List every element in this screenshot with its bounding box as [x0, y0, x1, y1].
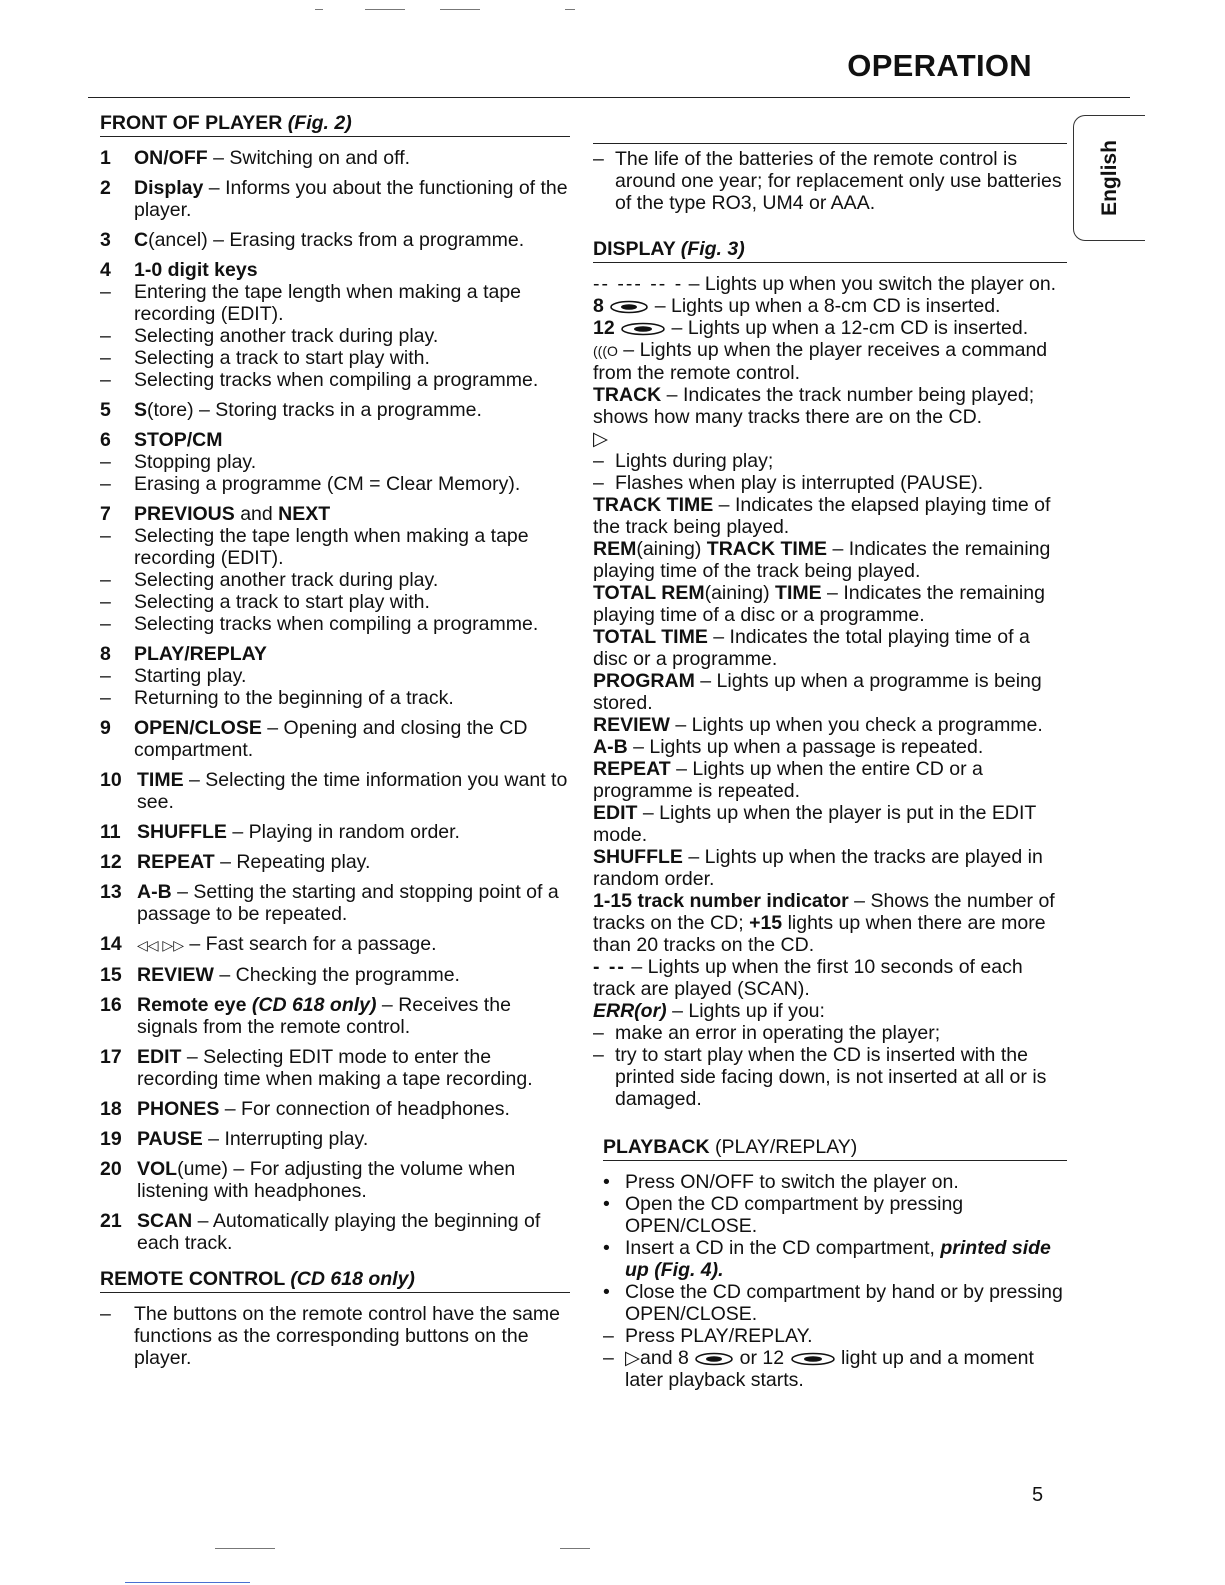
language-tab-label: English: [1097, 140, 1121, 216]
cd-12cm-icon: [620, 322, 666, 336]
list-item: 18 PHONES – For connection of headphones.: [100, 1098, 510, 1120]
list-item: 14 ◁◁ ▷▷ – Fast search for a passage.: [100, 933, 437, 955]
list-item: 3 C(ancel) – Erasing tracks from a programme.: [100, 229, 525, 251]
list-item: SHUFFLE – Lights up when the tracks are played in random order.: [593, 846, 1043, 890]
page-number: 5: [1032, 1484, 1044, 1506]
list-item: 11 SHUFFLE – Playing in random order.: [100, 821, 460, 843]
list-item: TRACK – Indicates the track number being played; shows how many tracks there are on the CD.: [593, 384, 1035, 428]
scan-edge-line: [125, 1582, 250, 1583]
list-item: 12 – Lights up when a 12-cm CD is inserted.: [593, 317, 1029, 339]
list-item: 4 1-0 digit keys – Entering the tape length when making a tape recording (EDIT). – Selecting another track during play. – Selecting a track to start play with. – Selecting tracks when compiling a programme.: [100, 259, 539, 391]
playback-heading: PLAYBACK (PLAY/REPLAY): [603, 1136, 1067, 1161]
scan-mark: [440, 9, 480, 10]
list-item: 5 S(tore) – Storing tracks in a programme.: [100, 399, 482, 421]
cd-12cm-icon: [790, 1352, 836, 1366]
list-item: TOTAL REM(aining) TIME – Indicates the remaining playing time of a disc or a programme.: [593, 582, 1045, 626]
playback-list: [603, 1171, 1067, 1391]
list-item: 1 ON/OFF – Switching on and off.: [100, 147, 411, 169]
cd-8cm-icon: [694, 1352, 734, 1366]
play-indicator-icon: ▷: [625, 1347, 640, 1369]
page-title: OPERATION: [847, 48, 1032, 83]
list-item: REM(aining) TRACK TIME – Indicates the remaining playing time of the track being played.: [593, 538, 1051, 582]
list-item: 6 STOP/CM – Stopping play. – Erasing a programme (CM = Clear Memory).: [100, 429, 521, 495]
list-item: • Close the CD compartment by hand or by pressing OPEN/CLOSE.: [603, 1281, 1063, 1325]
list-item: – The buttons on the remote control have the same functions as the corresponding buttons on the player.: [100, 1303, 561, 1369]
list-item: 1-15 track number indicator – Shows the number of tracks on the CD; +15 lights up when there are more than 20 tracks on the CD.: [593, 890, 1055, 956]
remote-control-heading: REMOTE CONTROL (CD 618 only): [100, 1268, 570, 1293]
list-item: 12 REPEAT – Repeating play.: [100, 851, 371, 873]
list-item: 8 – Lights up when a 8-cm CD is inserted.: [593, 295, 1001, 317]
list-item: -- --- -- - – Lights up when you switch the player on.: [593, 273, 1057, 295]
front-of-player-heading: FRONT OF PLAYER (Fig. 2): [100, 112, 570, 137]
list-item: 15 REVIEW – Checking the programme.: [100, 964, 460, 986]
scan-mark: [365, 9, 405, 10]
list-item: 2 Display – Informs you about the functioning of the player.: [100, 177, 568, 221]
scan-mark: [560, 1548, 590, 1549]
right-column: [593, 143, 1067, 1391]
left-column: [100, 112, 570, 1369]
list-item: (((O – Lights up when the player receives a command from the remote control.: [593, 339, 1048, 384]
list-item: 8 PLAY/REPLAY – Starting play. – Returning to the beginning of a track.: [100, 643, 454, 709]
scan-mark: [315, 9, 323, 10]
list-item: REVIEW – Lights up when you check a programme.: [593, 714, 1043, 736]
header-rule: [88, 97, 1130, 98]
list-item: - -- – Lights up when the first 10 seconds of each track are played (SCAN).: [593, 956, 1023, 1000]
list-item: • Press ON/OFF to switch the player on.: [603, 1171, 959, 1193]
display-heading: DISPLAY (Fig. 3): [593, 238, 1067, 263]
cd-8cm-icon: [609, 300, 649, 314]
display-list: -- --- -- - – Lights up when you switch the player on. 8 – Lights up when a 8-cm CD is inserted. 12 – Lights up when a 12-cm CD is inserted. (((O – Lights up when the player receives a command from the remote control. TRACK – Indicates the track number being played; shows how many tracks there are on the CD. ▷ – Lights during play; – Flashes when play is interrupted (PAUSE). TRACK TIME – Indicates the elapsed playing time of the track being played. REM(aining) TRACK TIME – Indicates the remaining playing time of the track being played. TOTAL REM(aining) TIME – Indicates the remaining playing time of a disc or a programme. TOTAL TIME – Indicates the total playing time of a disc or a programme. PROGRAM – Lights up when a programme is being stored. REVIEW – Lights up when you check a programme. A-B – Lights up when a passage is repeated. REPEAT – Lights up when the entire CD or a programme is repeated. EDIT – Lights up when the player is put in the EDIT mode. SHUFFLE – Lights up when the tracks are played in random order. 1-15 track number indicator – Shows the number of tracks on the CD; +15 lights up when there are more than 20 tracks on the CD. - -- – Lights up when the first 10 seconds of each track are played (SCAN). ERR(or) – Lights up if you: – make an error in operating the player; – try to start play when the CD is inserted with the printed side facing down, is not inserted at all or is damaged.: [593, 273, 1067, 1110]
list-item: 19 PAUSE – Interrupting play.: [100, 1128, 369, 1150]
scan-mark: [215, 1548, 275, 1549]
list-item: 7 PREVIOUS and NEXT – Selecting the tape length when making a tape recording (EDIT). – Selecting another track during play. – Selecting a track to start play with. – Selecting tracks when compiling a programme.: [100, 503, 539, 635]
list-item: TRACK TIME – Indicates the elapsed playing time of the track being played.: [593, 494, 1051, 538]
list-item: 10 TIME – Selecting the time information you want to see.: [100, 769, 568, 813]
list-item: EDIT – Lights up when the player is put in the EDIT mode.: [593, 802, 1036, 846]
play-indicator-icon: ▷: [593, 428, 608, 450]
remote-control-continued: – The life of the batteries of the remote control is around one year; for replacement only use batteries of the type RO3, UM4 or AAA.: [593, 143, 1067, 214]
remote-signal-icon: (((O: [593, 343, 618, 359]
list-item: • Insert a CD in the CD compartment, printed side up (Fig. 4).: [603, 1237, 1051, 1281]
fast-search-icon: ◁◁ ▷▷: [137, 937, 184, 953]
list-item: TOTAL TIME – Indicates the total playing time of a disc or a programme.: [593, 626, 1030, 670]
list-item: PROGRAM – Lights up when a programme is being stored.: [593, 670, 1042, 714]
list-item: ERR(or) – Lights up if you:: [593, 1000, 825, 1022]
list-item: A-B – Lights up when a passage is repeated.: [593, 736, 984, 758]
list-item: 17 EDIT – Selecting EDIT mode to enter the recording time when making a tape recording.: [100, 1046, 533, 1090]
language-tab: [1073, 115, 1145, 241]
list-item: • Open the CD compartment by pressing OPEN/CLOSE.: [603, 1193, 964, 1237]
list-item: 13 A-B – Setting the starting and stopping point of a passage to be repeated.: [100, 881, 559, 925]
scan-mark: [565, 9, 575, 10]
list-item: REPEAT – Lights up when the entire CD or a programme is repeated.: [593, 758, 983, 802]
list-item: – Press PLAY/REPLAY.: [603, 1325, 813, 1347]
list-item: 20 VOL(ume) – For adjusting the volume when listening with headphones.: [100, 1158, 516, 1202]
list-item: 16 Remote eye (CD 618 only) – Receives the signals from the remote control.: [100, 994, 511, 1038]
list-item: 21 SCAN – Automatically playing the beginning of each track.: [100, 1210, 541, 1254]
list-item: – ▷and 8 or 12 light up and a moment later playback starts.: [603, 1347, 1034, 1391]
list-item: 9 OPEN/CLOSE – Opening and closing the CD compartment.: [100, 717, 528, 761]
